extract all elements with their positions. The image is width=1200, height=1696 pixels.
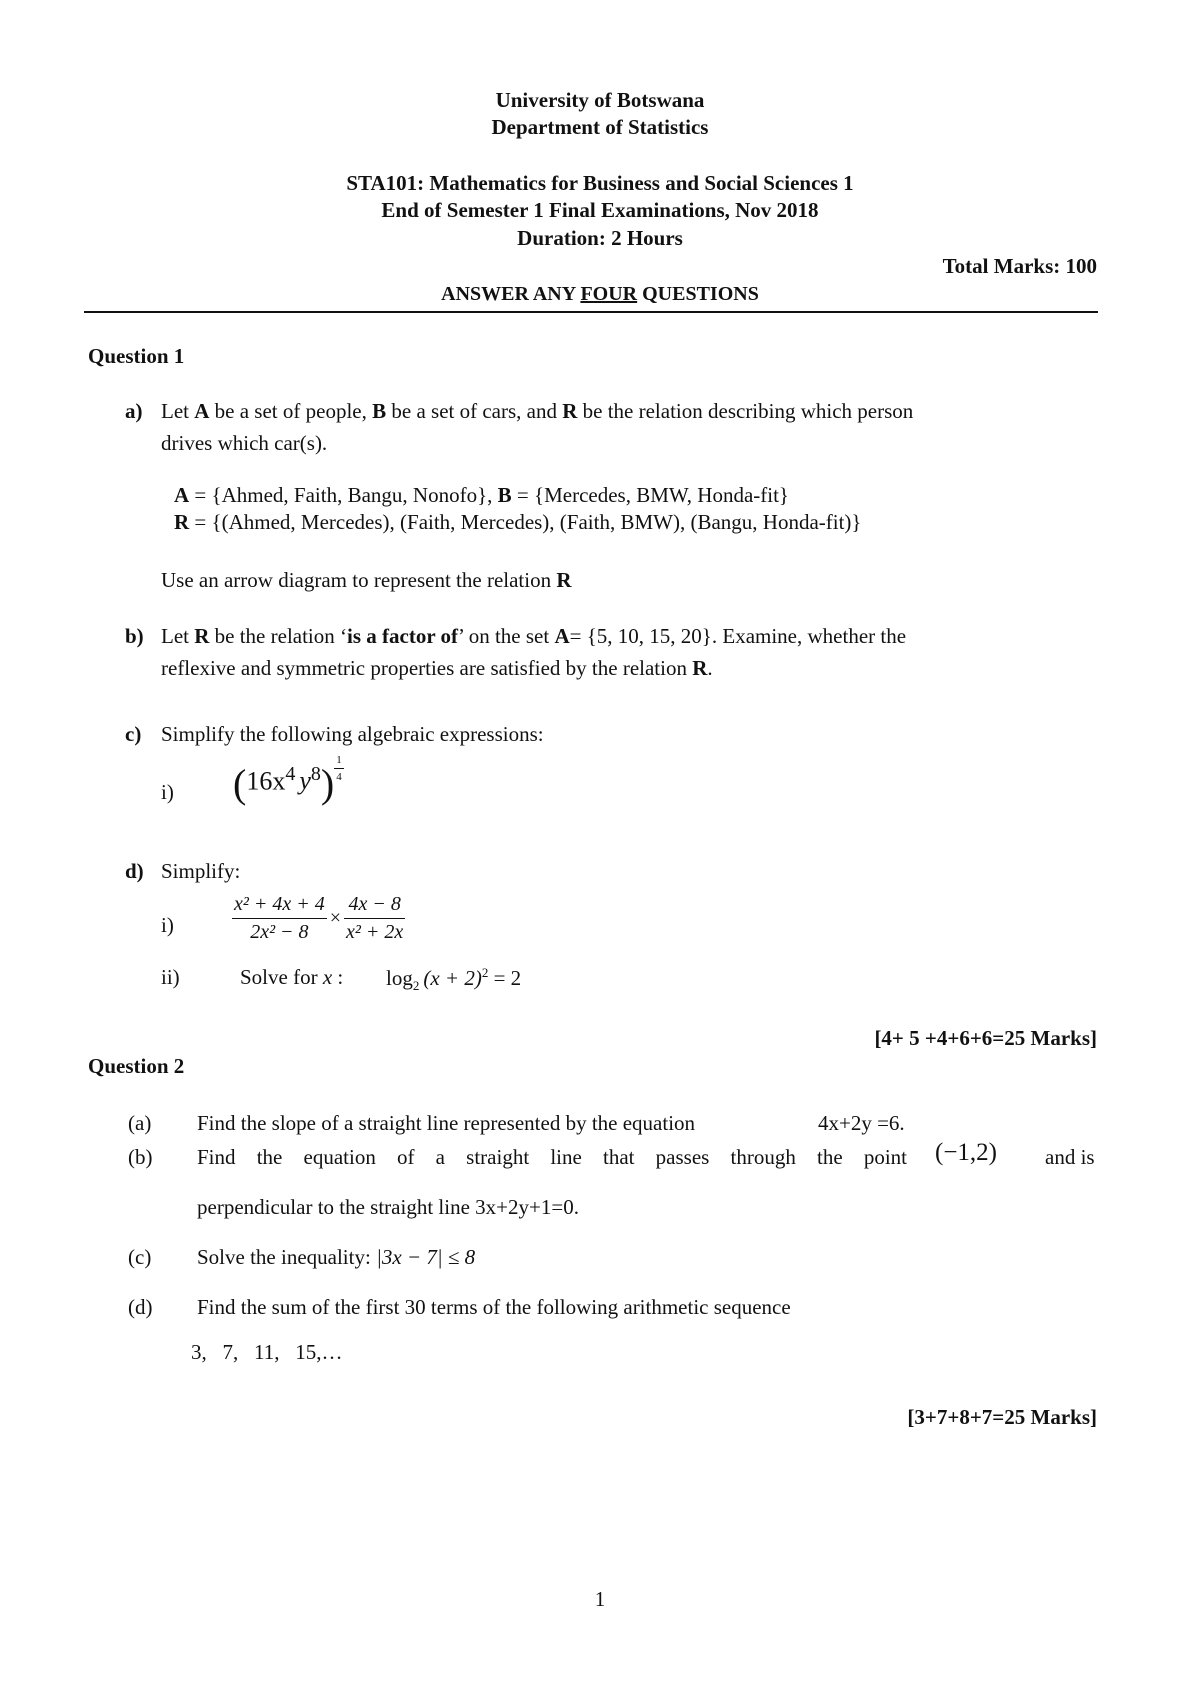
q1b-line2-text: reflexive and symmetric properties are satisfied by the relation	[161, 656, 693, 680]
q2a-label: (a)	[128, 1111, 152, 1135]
q2b-line2-text: perpendicular to the straight line	[197, 1195, 476, 1219]
instruction-pre: ANSWER ANY	[441, 283, 581, 305]
q1-title: Question 1	[88, 344, 185, 368]
q1a-relation-r: R	[562, 399, 578, 423]
q1a-text-4: be the relation describing which person	[577, 399, 914, 423]
q1-marks: [4+ 5 +4+6+6=25 Marks]	[874, 1026, 1097, 1050]
q1a-label: a)	[125, 399, 143, 423]
total-marks: Total Marks: 100	[942, 254, 1097, 278]
fraction-2-numerator: 4x − 8	[344, 893, 405, 919]
equation-rhs: = 2	[488, 966, 522, 990]
q2-marks: [3+7+8+7=25 Marks]	[907, 1405, 1097, 1429]
fraction-2	[344, 893, 405, 944]
course-title: STA101: Mathematics for Business and Social Sciences 1	[346, 171, 854, 195]
department-name: Department of Statistics	[491, 115, 709, 139]
q1a-text-3: be a set of cars, and	[386, 399, 563, 423]
argument-exponent: 2	[481, 965, 489, 980]
q1d-ii-equation	[386, 965, 521, 994]
q1a-set-r	[174, 510, 862, 535]
ii-colon: :	[332, 965, 344, 989]
ii-variable: x	[322, 965, 333, 989]
q2b-label: (b)	[128, 1145, 153, 1169]
q1b-relation-r: R	[194, 624, 210, 648]
q2c-label: (c)	[128, 1245, 152, 1269]
q2-title: Question 2	[88, 1054, 185, 1078]
log-argument: (x + 2)	[423, 966, 482, 990]
q1b-line2-end: .	[707, 656, 713, 680]
q2b-text-end: and is	[1045, 1145, 1095, 1169]
page-number: 1	[594, 1587, 606, 1611]
paren-close: )	[320, 761, 335, 806]
q2c-text	[197, 1245, 475, 1270]
duration: Duration: 2 Hours	[517, 226, 683, 250]
times-sign: ×	[329, 907, 342, 929]
outer-exponent	[334, 754, 344, 783]
q2b-point: (−1,2)	[935, 1139, 997, 1166]
q1d-label: d)	[125, 859, 144, 883]
q2b-text: Find the equation of a straight line that passes through the point	[197, 1145, 907, 1169]
q2b-line2-equation: 3x+2y+1=0.	[475, 1195, 579, 1219]
outer-exp-den: 4	[336, 771, 342, 783]
expr-exp1: 4	[285, 762, 296, 785]
q1b-set-a: A	[554, 624, 570, 648]
q1b-line2-r: R	[692, 656, 708, 680]
expr-y: y	[299, 766, 311, 796]
q1a-set-a: A	[194, 399, 210, 423]
q1a-line2: drives which car(s).	[161, 431, 328, 455]
q1a-instruction-text: Use an arrow diagram to represent the relation	[161, 568, 557, 592]
instruction-line	[0, 283, 1200, 306]
ii-solve-for: Solve for	[240, 965, 323, 989]
university-name: University of Botswana	[495, 88, 705, 112]
expr-exp2: 8	[310, 762, 321, 785]
fraction-1	[232, 893, 327, 944]
paren-open: (	[233, 761, 247, 806]
q1a-set-b: B	[372, 399, 387, 423]
q2d-sequence: 3, 7, 11, 15,…	[191, 1340, 343, 1364]
log-base: 2	[412, 978, 420, 994]
q1b-text-3: ’ on the set	[458, 624, 555, 648]
q2d-label: (d)	[128, 1295, 153, 1319]
q1a-sets-ab	[174, 483, 789, 508]
q1c-i-label: i)	[161, 780, 174, 804]
q2a-text: Find the slope of a straight line represented by the equation	[197, 1111, 696, 1135]
set-a-values: = {Ahmed, Faith, Bangu, Nonofo},	[189, 483, 498, 507]
q1b-text-2: be the relation ‘	[209, 624, 348, 648]
set-r-values: = {(Ahmed, Mercedes), (Faith, Mercedes), (Faith, BMW), (Bangu, Honda-fit)}	[189, 510, 862, 534]
set-a-label: A	[174, 483, 190, 507]
expr-base: 16x	[246, 766, 286, 796]
q1d-ii-label: ii)	[161, 965, 180, 989]
set-b-label: B	[497, 483, 512, 507]
q1b-label: b)	[125, 624, 144, 648]
q2a-equation: 4x+2y =6.	[818, 1111, 905, 1135]
q1a-instruction	[161, 568, 572, 593]
q1d-fraction-product	[232, 893, 405, 944]
log-function: log	[386, 966, 413, 990]
q1d-i-label: i)	[161, 913, 174, 937]
q1b-text	[161, 624, 906, 649]
q1b-relation-name: is a factor of	[347, 624, 459, 648]
outer-exp-num: 1	[334, 754, 344, 769]
q1a-text	[161, 399, 913, 424]
set-r-label: R	[174, 510, 190, 534]
q1c-text: Simplify the following algebraic expressions:	[161, 722, 544, 746]
q2b-line2	[197, 1195, 579, 1220]
instruction-post: QUESTIONS	[637, 283, 759, 305]
q1b-text-1: Let	[161, 624, 195, 648]
fraction-2-denominator: x² + 2x	[346, 921, 404, 943]
q2d-text: Find the sum of the first 30 terms of the following arithmetic sequence	[197, 1295, 791, 1319]
fraction-1-numerator: x² + 4x + 4	[232, 893, 327, 919]
q1a-text-1: Let	[161, 399, 195, 423]
q1c-label: c)	[125, 722, 142, 746]
q2c-inequality: |3x − 7| ≤ 8	[376, 1245, 476, 1269]
header-divider	[84, 311, 1098, 313]
fraction-1-denominator: 2x² − 8	[250, 921, 309, 943]
exam-title: End of Semester 1 Final Examinations, Nov 2018	[381, 198, 819, 222]
q1b-text-4: = {5, 10, 15, 20}. Examine, whether the	[569, 624, 907, 648]
q1d-ii-text	[240, 965, 343, 990]
q2c-text-body: Solve the inequality:	[197, 1245, 377, 1269]
set-b-values: = {Mercedes, BMW, Honda-fit}	[511, 483, 790, 507]
q1c-expression	[233, 754, 344, 807]
instruction-emph: FOUR	[580, 283, 638, 305]
q1a-text-2: be a set of people,	[209, 399, 373, 423]
q1a-instruction-r: R	[556, 568, 572, 592]
q1b-line2	[161, 656, 713, 681]
q1d-text: Simplify:	[161, 859, 241, 883]
